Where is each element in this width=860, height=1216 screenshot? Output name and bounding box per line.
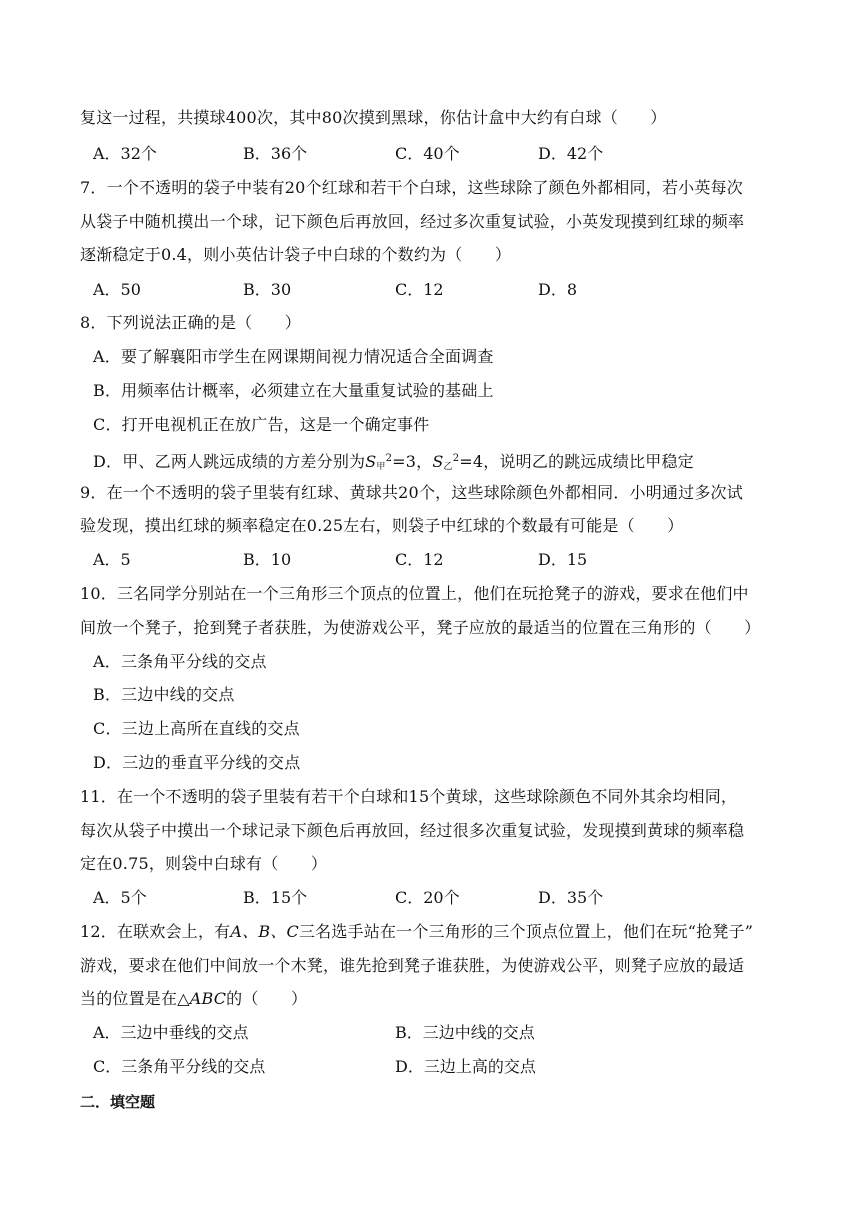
q9-option-d: D．15 — [538, 550, 588, 569]
q7-option-c: C．12 — [395, 280, 444, 299]
q12-vertex-labels: A、B、C — [230, 922, 299, 941]
variance-sup: 2 — [385, 453, 393, 464]
q8-option-d — [93, 449, 694, 477]
q10-stem-line-2: 间放一个凳子，抢到凳子者获胜，为使游戏公平，凳子应放的最适当的位置在三角形的（ ） — [80, 618, 761, 637]
q7-stem-line-3: 逐渐稳定于0.4，则小英估计袋子中白球的个数约为（ ） — [80, 245, 512, 264]
q11-option-b: B．15个 — [243, 888, 308, 907]
q6-stem: 复这一过程，共摸球400次，其中80次摸到黑球，你估计盒中大约有白球（ ） — [80, 108, 667, 127]
variance-symbol-2: S — [432, 452, 444, 471]
q9-stem-line-2: 验发现，摸出红球的频率稳定在0.25左右，则袋子中红球的个数最有可能是（ ） — [80, 516, 684, 535]
q11-options — [93, 888, 793, 908]
q12-stem-line-1 — [80, 922, 753, 942]
variance-sub-yi: 乙 — [443, 462, 453, 472]
q11-stem-line-3: 定在0.75，则袋中白球有（ ） — [80, 854, 328, 873]
q6-option-b: B．36个 — [243, 144, 308, 163]
q7-option-d: D．8 — [538, 280, 578, 299]
q12-option-c: C．三条角平分线的交点 — [93, 1057, 266, 1076]
q12-option-d: D．三边上高的交点 — [395, 1057, 536, 1076]
q6-option-c: C．40个 — [395, 144, 460, 163]
q6-option-a: A．32个 — [93, 144, 157, 163]
q12-line-3-a: 当的位置是在△ — [80, 989, 190, 1008]
q8-option-d-suffix: =4，说明乙的跳远成绩比甲稳定 — [459, 452, 694, 471]
q7-options — [93, 280, 793, 300]
q11-option-c: C．20个 — [395, 888, 460, 907]
section-title-fill-in-blank: 二．填空题 — [80, 1093, 156, 1111]
q7-stem-line-1: 7．一个不透明的袋子中装有20个红球和若干个白球，这些球除了颜色外都相同，若小英每次 — [80, 178, 743, 197]
q11-stem-line-1: 11．在一个不透明的袋子里装有若干个白球和15个黄球，这些球除颜色不同外其余均相同， — [80, 787, 738, 806]
q9-options — [93, 550, 793, 570]
variance-sup-2: 2 — [452, 453, 460, 464]
q9-option-a: A．5 — [93, 550, 131, 569]
q12-line-3-b: 的（ ） — [226, 989, 308, 1008]
q8-option-a: A．要了解襄阳市学生在网课期间视力情况适合全面调查 — [93, 347, 494, 366]
q10-option-b: B．三边中线的交点 — [93, 685, 235, 704]
q12-options-row-2 — [93, 1057, 793, 1077]
q12-option-b: B．三边中线的交点 — [395, 1023, 535, 1042]
q8-stem: 8．下列说法正确的是（ ） — [80, 313, 301, 332]
q10-stem-line-1: 10．三名同学分别站在一个三角形三个顶点的位置上，他们在玩抢凳子的游戏，要求在他们中 — [80, 584, 749, 603]
q12-options-row-1 — [93, 1023, 793, 1043]
q12-line-1-b: 三名选手站在一个三角形的三个顶点位置上，他们在玩“抢凳子” — [298, 922, 754, 941]
q12-line-1-a: 12．在联欢会上，有 — [80, 922, 231, 941]
q6-options — [93, 144, 793, 164]
q7-option-b: B．30 — [243, 280, 292, 299]
q6-option-d: D．42个 — [538, 144, 604, 163]
q10-option-d: D．三边的垂直平分线的交点 — [93, 753, 301, 772]
q9-option-c: C．12 — [395, 550, 444, 569]
q10-option-a: A．三条角平分线的交点 — [93, 652, 267, 671]
q11-stem-line-2: 每次从袋子中摸出一个球记录下颜色后再放回，经过很多次重复试验，发现摸到黄球的频率稳 — [80, 821, 745, 840]
q12-option-a: A．三边中垂线的交点 — [93, 1023, 249, 1042]
q10-option-c: C．三边上高所在直线的交点 — [93, 719, 300, 738]
q7-option-a: A．50 — [93, 280, 141, 299]
q11-option-a: A．5个 — [93, 888, 147, 907]
variance-sub-jia: 甲 — [376, 462, 386, 472]
variance-symbol: S — [365, 452, 377, 471]
q11-option-d: D．35个 — [538, 888, 604, 907]
q9-stem-line-1: 9．在一个不透明的袋子里装有红球、黄球共20个，这些球除颜色外都相同．小明通过多次试 — [80, 483, 743, 502]
q12-stem-line-3 — [80, 989, 307, 1009]
q8-option-d-prefix: D．甲、乙两人跳远成绩的方差分别为 — [93, 452, 366, 471]
q8-option-c: C．打开电视机正在放广告，这是一个确定事件 — [93, 415, 430, 434]
q12-stem-line-2: 游戏，要求在他们中间放一个木凳，谁先抢到凳子谁获胜，为使游戏公平，则凳子应放的最适 — [80, 956, 745, 975]
q8-option-d-mid: =3， — [392, 452, 433, 471]
q9-option-b: B．10 — [243, 550, 292, 569]
q8-option-b: B．用频率估计概率，必须建立在大量重复试验的基础上 — [93, 381, 494, 400]
q12-triangle-name: ABC — [189, 989, 227, 1008]
q7-stem-line-2: 从袋子中随机摸出一个球，记下颜色后再放回，经过多次重复试验，小英发现摸到红球的频率 — [80, 212, 745, 231]
